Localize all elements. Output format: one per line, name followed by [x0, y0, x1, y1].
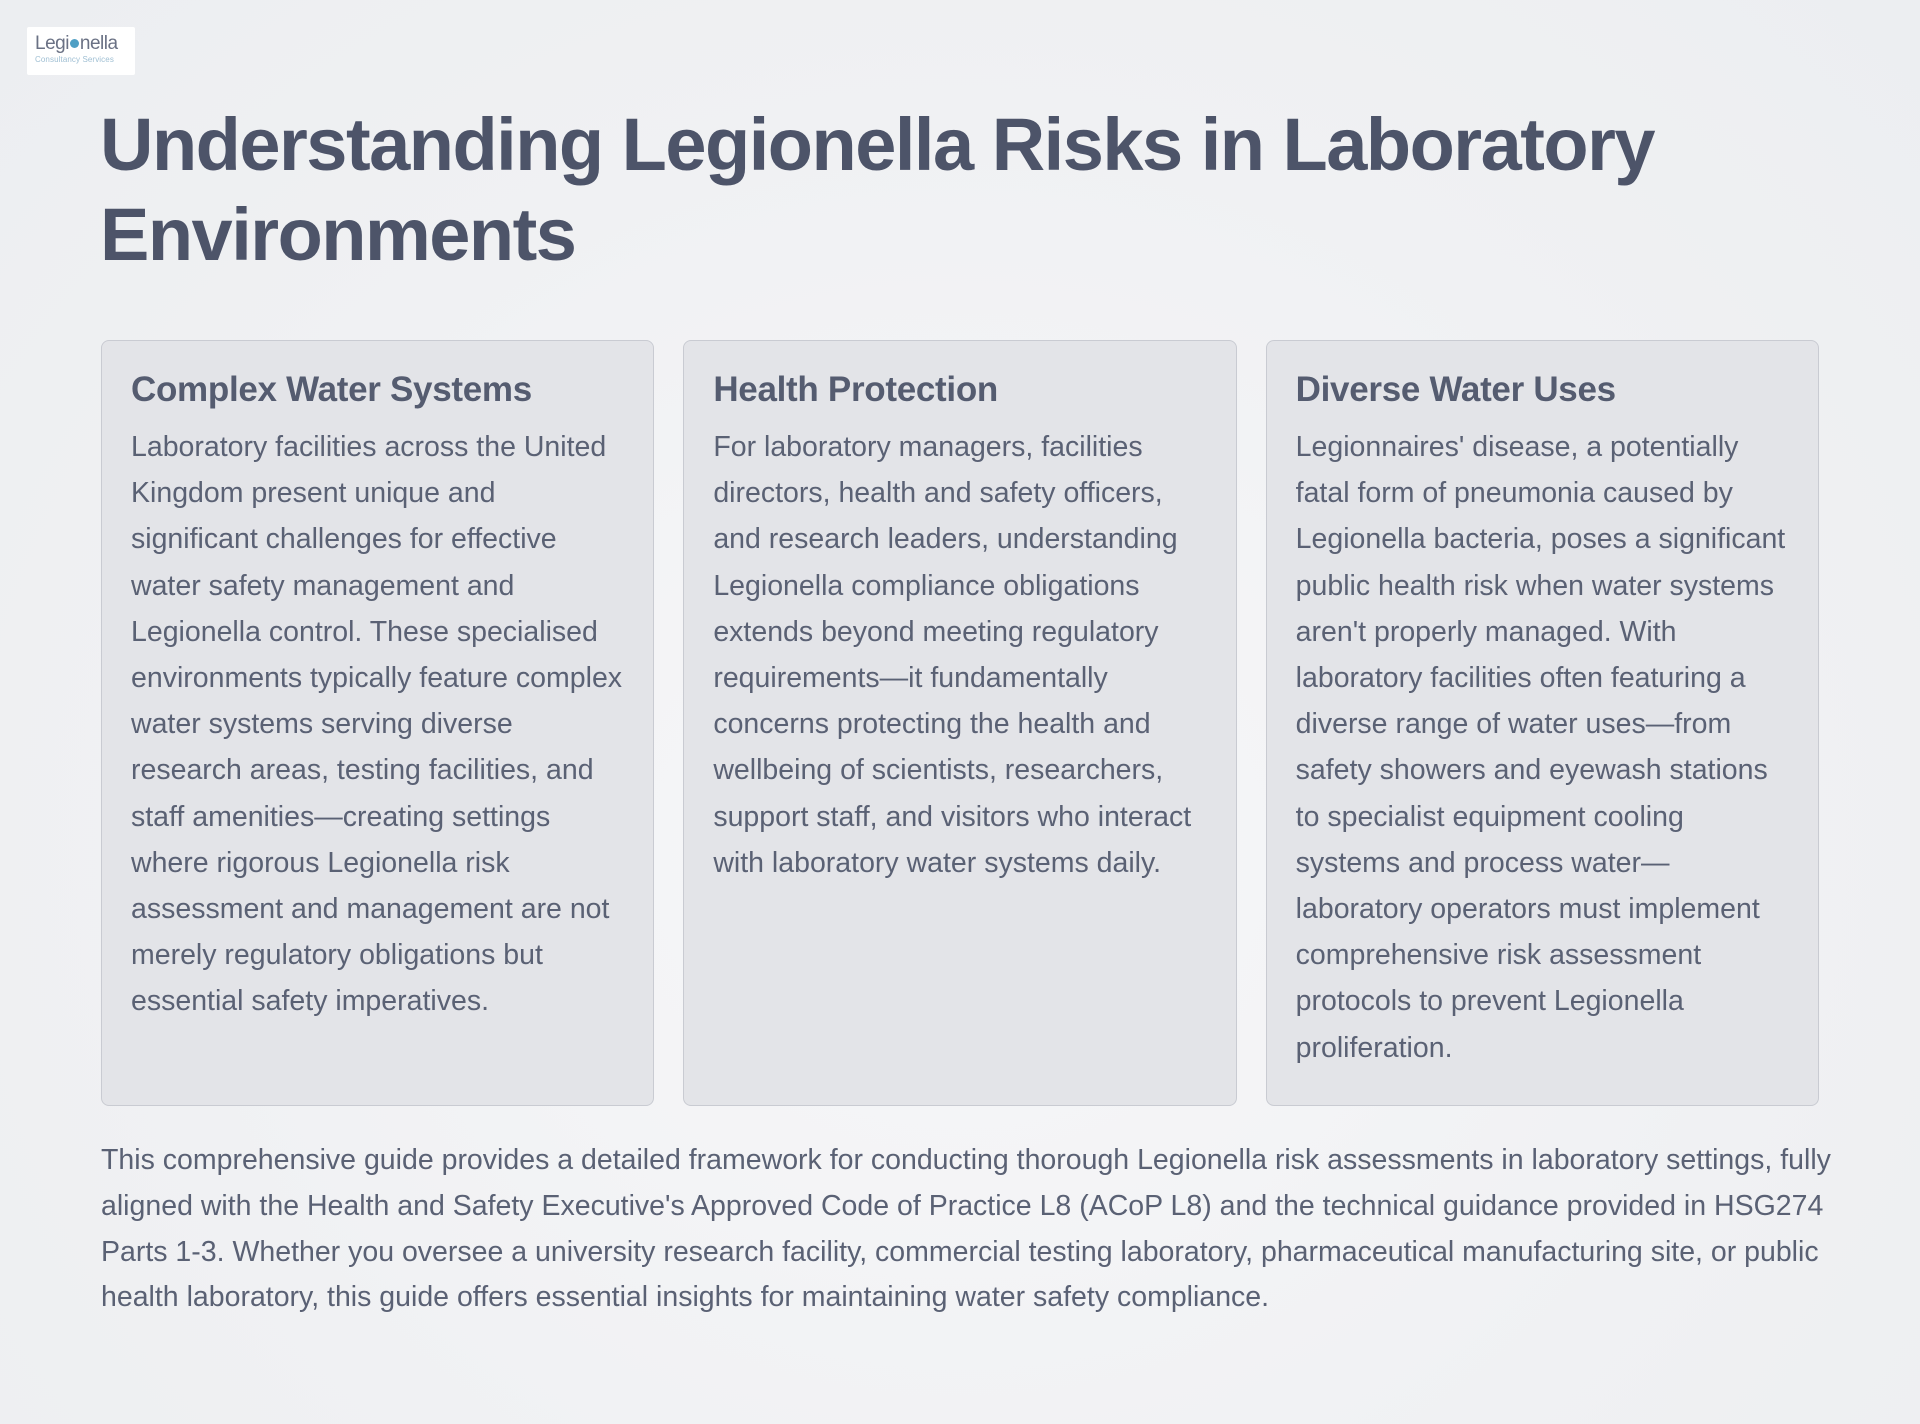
- intro-paragraph: This comprehensive guide provides a detailed framework for conducting thorough Legionella risk assessments in laboratory settings, fully aligned with the Health and Safety Executive's Approved Code of Practice L8 (ACoP L8) and the technical guidance provided in HSG274 Parts 1-3. Whether you oversee a university research facility, commercial testing laboratory, pharmaceutical manufacturing site, or public health laboratory, this guide offers essential insights for maintaining water safety compliance.: [101, 1144, 1831, 1314]
- page-title: Understanding Legionella Risks in Laboratory Environments: [100, 103, 1655, 276]
- card-title: Diverse Water Uses: [1295, 370, 1616, 409]
- card-title: Health Protection: [713, 370, 998, 409]
- logo-o-dot-icon: [70, 39, 79, 48]
- card-body: For laboratory managers, facilities directors, health and safety officers, and research leaders, understanding Legionella compliance obligations extends beyond meeting regulatory requirements—it fundamentally concerns protecting the health and wellbeing of scientists, researchers, support staff, and visitors who interact with laboratory water systems daily.: [713, 431, 1192, 879]
- company-logo: [27, 27, 135, 75]
- card-body: Laboratory facilities across the United Kingdom present unique and significant challenges for effective water safety management and Legionella control. These specialised environments typically feature complex water systems serving diverse research areas, testing facilities, and staff amenities—creating settings where rigorous Legionella risk assessment and management are not merely regulatory obligations but essential safety imperatives.: [131, 431, 623, 1018]
- card-title: Complex Water Systems: [131, 370, 532, 409]
- info-cards: [101, 340, 1819, 1106]
- logo-wordmark: [35, 33, 127, 55]
- logo-wordmark-start: Legi: [35, 33, 69, 54]
- card-health-protection: [683, 340, 1236, 1106]
- card-diverse-water-uses: [1266, 340, 1819, 1106]
- card-body: Legionnaires' disease, a potentially fatal form of pneumonia caused by Legionella bacteria, poses a significant public health risk when water systems aren't properly managed. With laboratory facilities often featuring a diverse range of water uses—from safety showers and eyewash stations to specialist equipment cooling systems and process water—laboratory operators must implement comprehensive risk assessment protocols to prevent Legionella proliferation.: [1295, 431, 1786, 1064]
- logo-wordmark-end: nella: [79, 33, 118, 54]
- logo-tagline: Consultancy Services: [35, 55, 114, 64]
- card-complex-water-systems: [101, 340, 654, 1106]
